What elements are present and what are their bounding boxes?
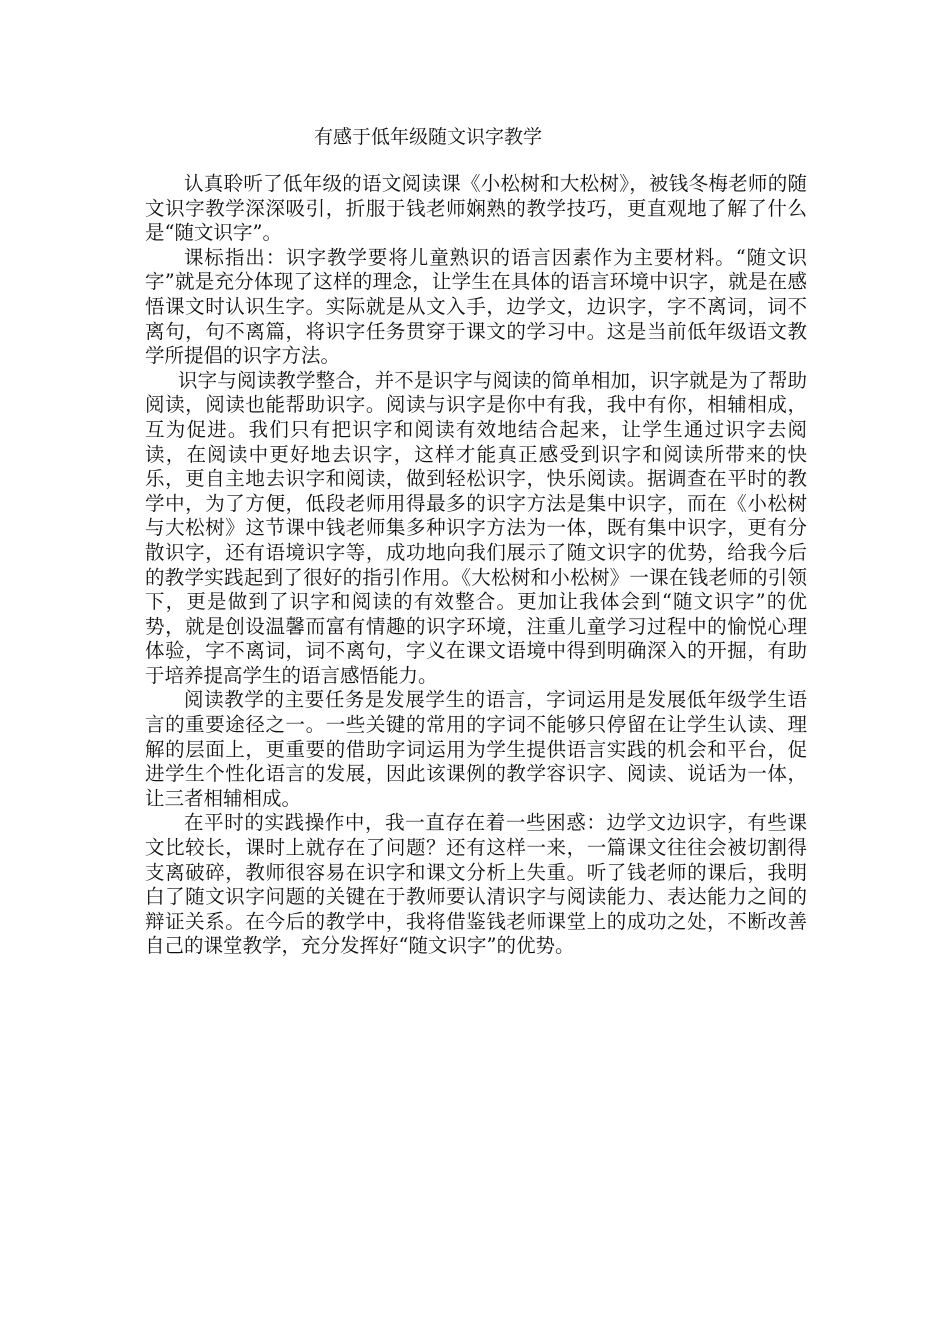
paragraph-5: 在平时的实践操作中，我一直存在着一些困惑：边学文边识字，有些课文比较长，课时上就存在了问题？还有这样一来，一篇课文往往会被切割得支离破碎，教师很容易在识字和课文分析上失重。听了钱老师的课后，我明白了随文识字问题的关键在于教师要认清识字与阅读能力、表达能力之间的辩证关系。在今后的教学中，我将借鉴钱老师课堂上的成功之处，不断改善自己的课堂教学，充分发挥好“随文识字”的优势。	[145, 811, 807, 958]
paragraph-2: 课标指出：识字教学要将儿童熟识的语言因素作为主要材料。“随文识字”就是充分体现了这样的理念，让学生在具体的语言环境中识字，就是在感悟课文时认识生字。实际就是从文入手，边学文，边识字，字不离词，词不离句，句不离篇，将识字任务贯穿于课文的学习中。这是当前低年级语文教学所提倡的识字方法。	[145, 245, 807, 368]
document-title: 有感于低年级随文识字教学	[314, 126, 543, 148]
paragraph-3: 识字与阅读教学整合，并不是识字与阅读的简单相加，识字就是为了帮助阅读，阅读也能帮助识字。阅读与识字是你中有我，我中有你，相辅相成，互为促进。我们只有把识字和阅读有效地结合起来，让学生通过识字去阅读，在阅读中更好地去识字，这样才能真正感受到识字和阅读所带来的快乐，更自主地去识字和阅读，做到轻松识字，快乐阅读。据调查在平时的教学中，为了方便，低段老师用得最多的识字方法是集中识字，而在《小松树与大松树》这节课中钱老师集多种识字方法为一体，既有集中识字，更有分散识字，还有语境识字等，成功地向我们展示了随文识字的优势，给我今后的教学实践起到了很好的指引作用。《大松树和小松树》一课在钱老师的引领下，更是做到了识字和阅读的有效整合。更加让我体会到“随文识字”的优势，就是创设温馨而富有情趣的识字环境，注重儿童学习过程中的愉悦心理体验，字不离词，词不离句，字义在课文语境中得到明确深入的开掘，有助于培养提高学生的语言感悟能力。	[145, 368, 807, 687]
paragraph-4: 阅读教学的主要任务是发展学生的语言，字词运用是发展低年级学生语言的重要途径之一。一些关键的常用的字词不能够只停留在让学生认读、理解的层面上，更重要的借助字词运用为学生提供语言实践的机会和平台，促进学生个性化语言的发展，因此该课例的教学容识字、阅读、说话为一体，让三者相辅相成。	[145, 688, 807, 810]
document-body	[145, 172, 807, 959]
paragraph-1: 认真聆听了低年级的语文阅读课《小松树和大松树》，被钱冬梅老师的随文识字教学深深吸引，折服于钱老师娴熟的教学技巧，更直观地了解了什么是“随文识字”。	[145, 172, 807, 245]
